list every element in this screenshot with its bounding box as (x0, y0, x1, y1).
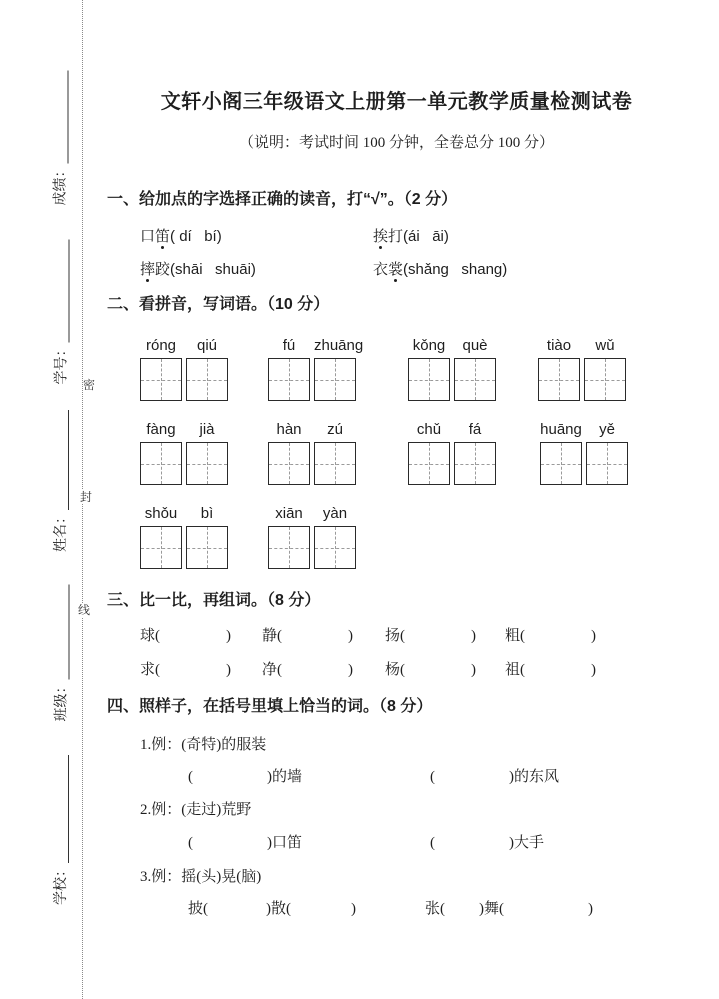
score-write-line (68, 71, 69, 164)
char-cell (586, 420, 628, 485)
school-label: 学校： (54, 863, 69, 905)
pinyin: tiào (546, 337, 572, 354)
word-char: 衣 (373, 262, 389, 278)
tianzige-box (586, 442, 628, 485)
tianzige-box (314, 526, 356, 569)
word-group (408, 420, 496, 485)
pinyin-options: ( dí bí) (170, 228, 222, 245)
pinyin-options: (shǎng shang) (403, 261, 508, 278)
word-char: 跤 (155, 262, 171, 278)
pinyin: zú (327, 421, 343, 438)
dotted-char: 裳 (388, 262, 404, 278)
char-cell (540, 420, 582, 485)
school-field (51, 755, 73, 905)
compare-item (505, 661, 596, 679)
char-cell (268, 504, 310, 569)
exam-instructions: （说明：考试时间 100 分钟，全卷总分 100 分） (238, 135, 554, 151)
bracket-open: ( (188, 769, 193, 785)
char-cell (408, 420, 450, 485)
close-bracket: ) (351, 901, 356, 917)
pinyin: hàn (276, 421, 302, 438)
pinyin: fàng (146, 421, 176, 438)
tianzige-box (454, 442, 496, 485)
page-title: 文轩小阁三年级语文上册第一单元教学质量检测试卷 (160, 91, 633, 113)
compare-char: 杨( (385, 662, 405, 678)
class-write-line (69, 585, 70, 680)
compare-char: 球( (140, 628, 160, 644)
fill-prefix: 张( (425, 901, 445, 917)
char-cell (314, 336, 364, 401)
dotted-char: 摔 (140, 262, 156, 278)
compare-char: 祖( (505, 662, 525, 678)
pinyin: kǒng (412, 337, 446, 354)
example-line: 1.例：(奇特)的服装 (140, 737, 267, 753)
fill-item (430, 768, 559, 786)
compare-char: 粗( (505, 628, 525, 644)
pinyin-options: (shāi shuāi) (170, 261, 256, 278)
dotted-char: 笛 (155, 229, 171, 245)
student-id-field (52, 240, 74, 385)
word-group (140, 336, 228, 401)
fill-item (188, 900, 356, 918)
pinyin: fá (468, 421, 482, 438)
bracket-open: ( (188, 835, 193, 851)
char-cell (314, 420, 356, 485)
word-group (268, 504, 356, 569)
compare-item (385, 627, 476, 645)
class-label: 班级： (54, 679, 70, 722)
reading-item (373, 228, 449, 246)
student-id-write-line (69, 240, 70, 343)
close-bracket: ) (348, 628, 353, 644)
compare-item (140, 661, 231, 679)
fill-suffix: )的东风 (509, 769, 559, 785)
fill-item (425, 900, 593, 918)
example-line: 3.例：摇(头)晃(脑) (140, 869, 262, 885)
example-line: 2.例：(走过)荒野 (140, 802, 252, 818)
tianzige-box (540, 442, 582, 485)
char-cell (268, 420, 310, 485)
char-cell (140, 336, 182, 401)
compare-item (262, 661, 353, 679)
char-cell (584, 336, 626, 401)
compare-item (140, 627, 231, 645)
seal-char-feng: 封 (80, 490, 93, 504)
word-group (540, 420, 628, 485)
compare-char: 静( (262, 628, 282, 644)
tianzige-box (140, 526, 182, 569)
compare-char: 净( (262, 662, 282, 678)
reading-item (373, 261, 507, 279)
fill-item (430, 834, 544, 852)
pinyin: wǔ (595, 337, 615, 354)
tianzige-box (140, 442, 182, 485)
char-cell (268, 336, 310, 401)
char-cell (454, 336, 496, 401)
fill-middle: )散( (266, 901, 291, 917)
fill-suffix: )口笛 (267, 835, 302, 851)
fill-suffix: )的墙 (267, 769, 302, 785)
pinyin: què (462, 337, 488, 354)
tianzige-box (314, 358, 356, 401)
close-bracket: ) (348, 662, 353, 678)
close-bracket: ) (591, 662, 596, 678)
char-cell (186, 504, 228, 569)
section2-heading: 二、看拼音，写词语。（10 分） (107, 296, 330, 313)
fill-item (188, 834, 302, 852)
word-group (538, 336, 626, 401)
name-label: 姓名： (54, 510, 69, 552)
bracket-open: ( (430, 769, 435, 785)
compare-item (262, 627, 353, 645)
char-cell (408, 336, 450, 401)
pinyin: zhuāng (314, 337, 364, 354)
reading-item (140, 228, 222, 246)
word-group (140, 504, 228, 569)
tianzige-box (538, 358, 580, 401)
section3-heading: 三、比一比，再组词。（8 分） (107, 592, 321, 609)
pinyin: shǒu (144, 505, 178, 522)
fill-item (188, 768, 302, 786)
tianzige-box (268, 526, 310, 569)
char-cell (186, 420, 228, 485)
close-bracket: ) (226, 628, 231, 644)
tianzige-box (268, 442, 310, 485)
tianzige-box (140, 358, 182, 401)
tianzige-box (186, 526, 228, 569)
char-cell (454, 420, 496, 485)
char-cell (140, 420, 182, 485)
word-char: 口 (140, 229, 156, 245)
pinyin: huāng (540, 421, 582, 438)
word-group (140, 420, 228, 485)
fill-prefix: 披( (188, 901, 208, 917)
pinyin: chǔ (416, 421, 442, 438)
score-field (51, 71, 73, 206)
seal-char-mi: 密 (83, 378, 96, 392)
close-bracket: ) (588, 901, 593, 917)
name-field (51, 410, 73, 552)
close-bracket: ) (471, 662, 476, 678)
bracket-open: ( (430, 835, 435, 851)
tianzige-box (454, 358, 496, 401)
pinyin: fú (282, 337, 296, 354)
close-bracket: ) (591, 628, 596, 644)
name-write-line (68, 410, 69, 510)
pinyin-options: (ái āi) (403, 228, 449, 245)
char-cell (186, 336, 228, 401)
word-group (268, 336, 364, 401)
pinyin: jià (199, 421, 215, 438)
pinyin: yàn (322, 505, 348, 522)
compare-char: 扬( (385, 628, 405, 644)
tianzige-box (314, 442, 356, 485)
close-bracket: ) (471, 628, 476, 644)
section1-heading: 一、给加点的字选择正确的读音，打“√”。（2 分） (107, 191, 458, 208)
seal-char-xian: 线 (78, 603, 91, 617)
compare-item (505, 627, 596, 645)
char-cell (538, 336, 580, 401)
pinyin: qiú (196, 337, 218, 354)
tianzige-box (584, 358, 626, 401)
pinyin: róng (145, 337, 177, 354)
pinyin: xiān (275, 505, 303, 522)
compare-char: 求( (140, 662, 160, 678)
class-field (52, 585, 74, 722)
fill-middle: )舞( (479, 901, 504, 917)
reading-item (140, 261, 256, 279)
close-bracket: ) (226, 662, 231, 678)
tianzige-box (408, 358, 450, 401)
word-char: 打 (388, 229, 404, 245)
pinyin: yě (599, 421, 615, 438)
student-id-label: 学号： (54, 342, 70, 385)
compare-item (385, 661, 476, 679)
word-group (408, 336, 496, 401)
section4-heading: 四、照样子，在括号里填上恰当的词。（8 分） (107, 698, 433, 715)
word-group (268, 420, 356, 485)
tianzige-box (268, 358, 310, 401)
fill-suffix: )大手 (509, 835, 544, 851)
tianzige-box (408, 442, 450, 485)
char-cell (140, 504, 182, 569)
tianzige-box (186, 442, 228, 485)
char-cell (314, 504, 356, 569)
score-label: 成绩： (53, 163, 69, 206)
school-write-line (68, 755, 69, 863)
tianzige-box (186, 358, 228, 401)
dotted-char: 挨 (373, 229, 389, 245)
pinyin: bì (200, 505, 214, 522)
